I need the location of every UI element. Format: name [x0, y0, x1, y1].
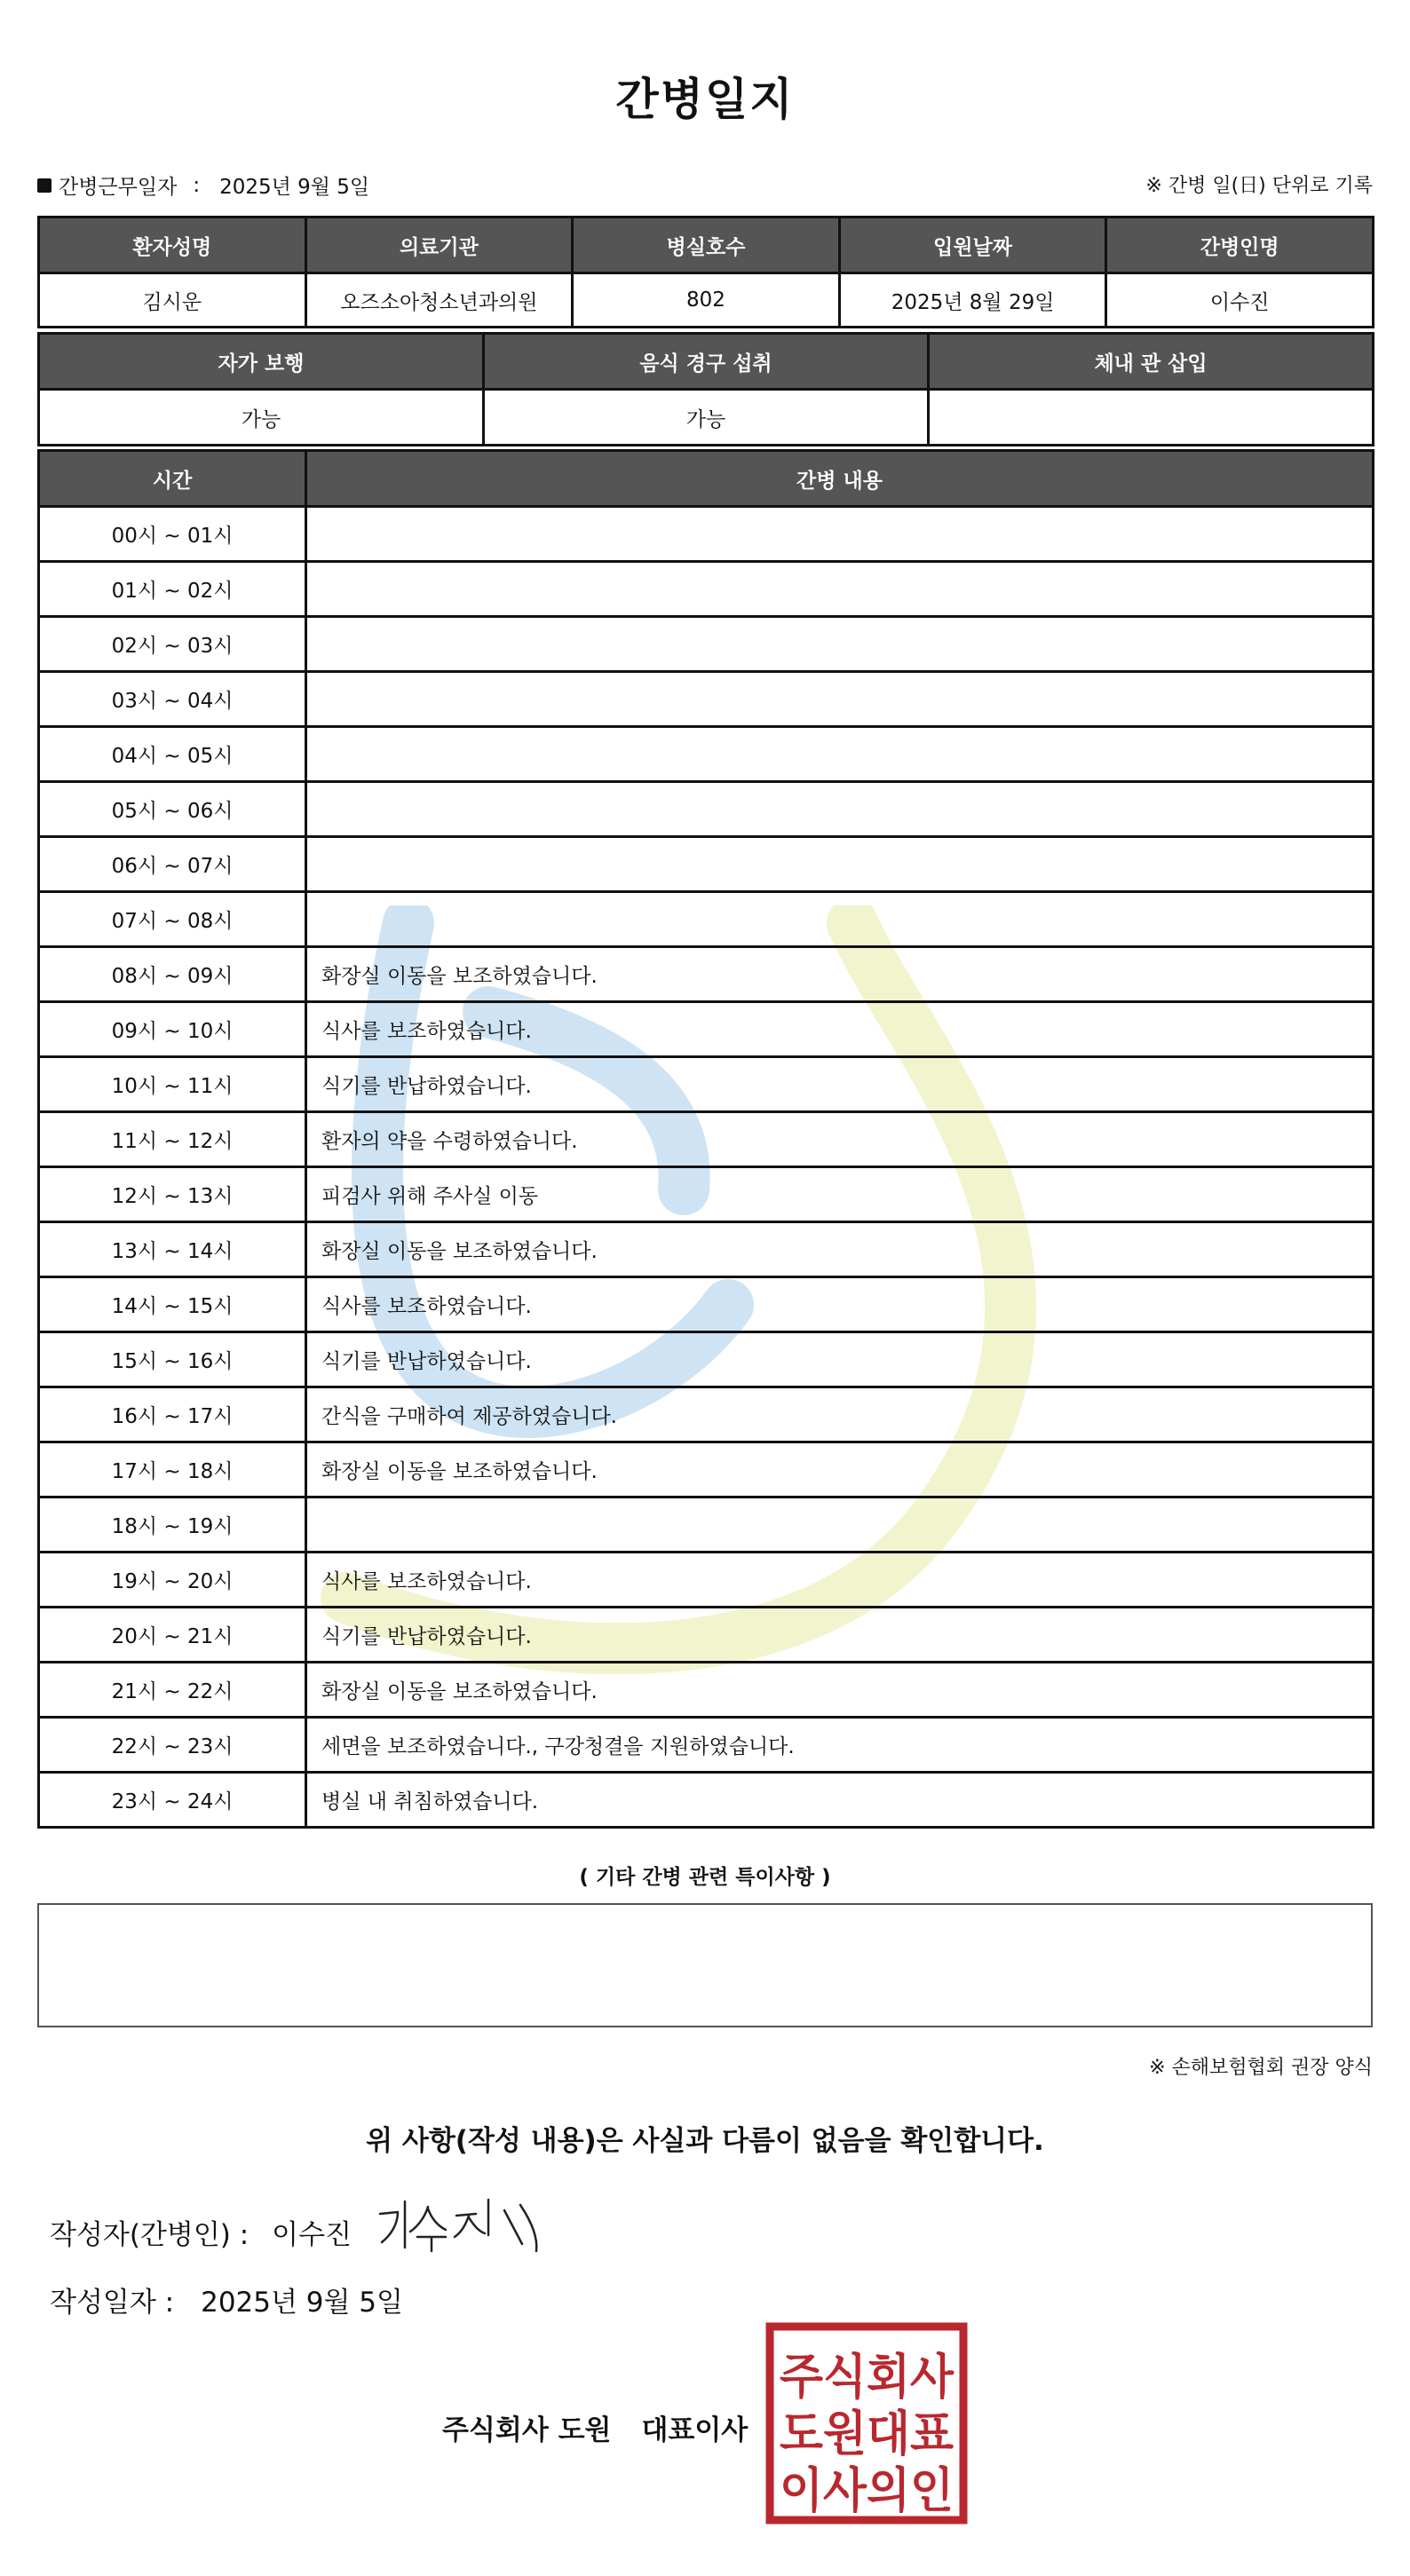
writer-label: 작성자(간병인) : — [50, 2219, 250, 2251]
meta-row — [37, 170, 1373, 202]
care-content: 피검사 위해 주사실 이동 — [306, 1167, 1374, 1222]
admission-date: 2025년 8월 29일 — [839, 273, 1106, 328]
time-slot: 21시 ~ 22시 — [39, 1663, 306, 1718]
time-slot: 17시 ~ 18시 — [39, 1442, 306, 1497]
care-content — [306, 672, 1374, 727]
patient-status-table — [37, 332, 1374, 446]
table-row — [39, 1057, 1374, 1112]
header-row — [39, 334, 1374, 390]
care-content: 식기를 반납하였습니다. — [306, 1057, 1374, 1112]
header-tube-insertion: 체내 관 삽입 — [929, 334, 1374, 390]
work-date-separator: : — [193, 173, 201, 197]
time-slot: 15시 ~ 16시 — [39, 1332, 306, 1387]
care-content: 세면을 보조하였습니다., 구강청결을 지원하였습니다. — [306, 1718, 1374, 1773]
care-content: 식기를 반납하였습니다. — [306, 1332, 1374, 1387]
write-date-line — [50, 2280, 403, 2319]
care-content: 화장실 이동을 보조하였습니다. — [306, 947, 1374, 1002]
care-content — [306, 837, 1374, 892]
square-bullet-icon — [37, 178, 51, 193]
header-row — [39, 451, 1374, 507]
table-row — [39, 507, 1374, 562]
write-date-label: 작성일자 : — [50, 2287, 175, 2319]
writer-line — [50, 2212, 352, 2252]
seal-line: 도원대표 — [780, 2406, 954, 2461]
table-row — [39, 727, 1374, 782]
work-date — [37, 170, 369, 200]
care-content: 간식을 구매하여 제공하였습니다. — [306, 1387, 1374, 1442]
time-slot: 19시 ~ 20시 — [39, 1553, 306, 1608]
value-row — [39, 390, 1374, 446]
header-caregiver-name: 간병인명 — [1106, 217, 1374, 273]
table-row — [39, 1387, 1374, 1442]
company-line — [442, 2407, 748, 2447]
care-content: 식기를 반납하였습니다. — [306, 1608, 1374, 1663]
hospital-name: 오즈소아청소년과의원 — [305, 273, 573, 328]
confirmation-statement: 위 사항(작성 내용)은 사실과 다름이 없음을 확인합니다. — [366, 2125, 1044, 2157]
time-slot: 22시 ~ 23시 — [39, 1718, 306, 1773]
time-slot: 00시 ~ 01시 — [39, 507, 306, 562]
unit-note: ※ 간병 일(日) 단위로 기록 — [1145, 175, 1373, 197]
care-content: 식사를 보조하였습니다. — [306, 1553, 1374, 1608]
work-date-value: 2025년 9월 5일 — [219, 176, 370, 199]
time-slot: 09시 ~ 10시 — [39, 1002, 306, 1057]
care-content: 식사를 보조하였습니다. — [306, 1002, 1374, 1057]
patient-info-table — [37, 216, 1374, 328]
header-hospital: 의료기관 — [305, 217, 573, 273]
care-content: 화장실 이동을 보조하였습니다. — [306, 1663, 1374, 1718]
table-row — [39, 1497, 1374, 1553]
table-row — [39, 617, 1374, 672]
seal-line: 주식회사 — [780, 2349, 955, 2405]
time-slot: 06시 ~ 07시 — [39, 837, 306, 892]
room-number: 802 — [573, 273, 840, 328]
time-slot: 18시 ~ 19시 — [39, 1497, 306, 1553]
form-note: ※ 손해보험협회 권장 양식 — [1149, 2057, 1373, 2079]
caregiver-name: 이수진 — [1106, 273, 1374, 328]
company-seal-stamp — [765, 2322, 968, 2525]
header-self-walking: 자가 보행 — [39, 334, 484, 390]
care-content — [306, 892, 1374, 947]
table-row — [39, 562, 1374, 617]
time-slot: 23시 ~ 24시 — [39, 1773, 306, 1828]
page-title: 간병일지 — [615, 74, 795, 125]
header-room-number: 병실호수 — [573, 217, 840, 273]
time-slot: 07시 ~ 08시 — [39, 892, 306, 947]
care-content — [306, 562, 1374, 617]
header-admission-date: 입원날짜 — [839, 217, 1106, 273]
table-row — [39, 1718, 1374, 1773]
table-row — [39, 1553, 1374, 1608]
table-row — [39, 1167, 1374, 1222]
care-content — [306, 617, 1374, 672]
care-content: 화장실 이동을 보조하였습니다. — [306, 1222, 1374, 1277]
time-slot: 20시 ~ 21시 — [39, 1608, 306, 1663]
patient-name: 김시운 — [39, 273, 306, 328]
care-content — [306, 507, 1374, 562]
care-content: 병실 내 취침하였습니다. — [306, 1773, 1374, 1828]
self-walking-value: 가능 — [39, 390, 484, 446]
table-row — [39, 1332, 1374, 1387]
table-row — [39, 1002, 1374, 1057]
company-name: 주식회사 도원 — [442, 2414, 612, 2446]
header-oral-intake: 음식 경구 섭취 — [484, 334, 929, 390]
table-row — [39, 1608, 1374, 1663]
time-slot: 03시 ~ 04시 — [39, 672, 306, 727]
tube-insertion-value — [929, 390, 1374, 446]
notes-title: ( 기타 간병 관련 특이사항 ) — [579, 1866, 831, 1889]
time-slot: 05시 ~ 06시 — [39, 782, 306, 837]
table-row — [39, 782, 1374, 837]
oral-intake-value: 가능 — [484, 390, 929, 446]
time-slot: 14시 ~ 15시 — [39, 1277, 306, 1332]
header-row — [39, 217, 1374, 273]
work-date-label: 간병근무일자 — [59, 176, 178, 199]
table-row — [39, 1112, 1374, 1167]
notes-box — [37, 1903, 1373, 2027]
care-log-table — [37, 449, 1374, 1829]
care-content: 식사를 보조하였습니다. — [306, 1277, 1374, 1332]
table-row — [39, 672, 1374, 727]
write-date-value: 2025년 9월 5일 — [201, 2287, 403, 2319]
time-slot: 11시 ~ 12시 — [39, 1112, 306, 1167]
care-content: 환자의 약을 수령하였습니다. — [306, 1112, 1374, 1167]
time-slot: 16시 ~ 17시 — [39, 1387, 306, 1442]
header-time: 시간 — [39, 451, 306, 507]
time-slot: 01시 ~ 02시 — [39, 562, 306, 617]
time-slot: 04시 ~ 05시 — [39, 727, 306, 782]
company-representative: 대표이사 — [641, 2414, 749, 2446]
care-content — [306, 1497, 1374, 1553]
table-row — [39, 1277, 1374, 1332]
seal-line: 이사의인 — [780, 2462, 954, 2518]
time-slot: 10시 ~ 11시 — [39, 1057, 306, 1112]
table-row — [39, 1222, 1374, 1277]
table-row — [39, 837, 1374, 892]
table-row — [39, 947, 1374, 1002]
table-row — [39, 892, 1374, 947]
time-slot: 02시 ~ 03시 — [39, 617, 306, 672]
handwritten-signature — [371, 2189, 549, 2260]
time-slot: 12시 ~ 13시 — [39, 1167, 306, 1222]
value-row — [39, 273, 1374, 328]
care-content — [306, 727, 1374, 782]
care-content — [306, 782, 1374, 837]
header-patient-name: 환자성명 — [39, 217, 306, 273]
care-content: 화장실 이동을 보조하였습니다. — [306, 1442, 1374, 1497]
table-row — [39, 1663, 1374, 1718]
writer-name: 이수진 — [272, 2219, 352, 2251]
table-row — [39, 1442, 1374, 1497]
time-slot: 13시 ~ 14시 — [39, 1222, 306, 1277]
header-care-content: 간병 내용 — [306, 451, 1374, 507]
time-slot: 08시 ~ 09시 — [39, 947, 306, 1002]
table-row — [39, 1773, 1374, 1828]
